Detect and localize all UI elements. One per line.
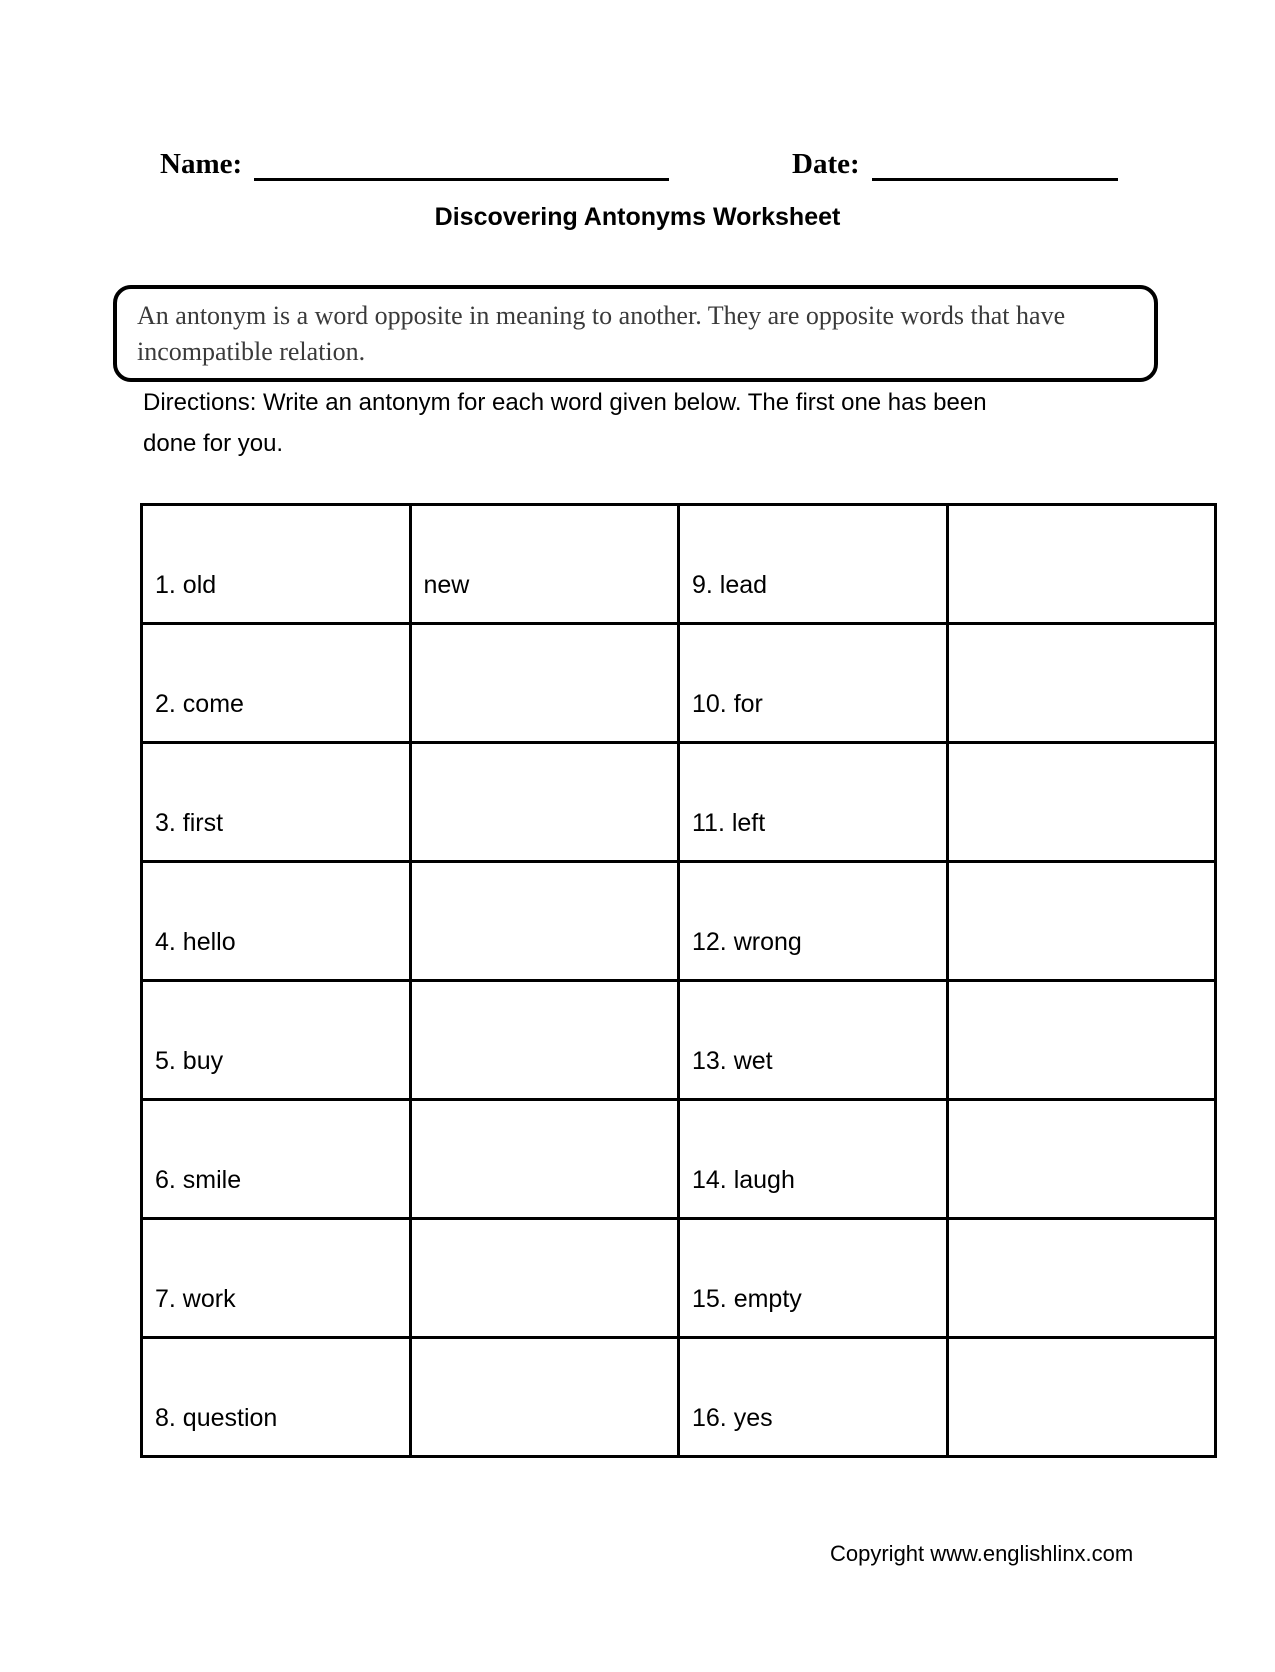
definition-text: An antonym is a word opposite in meaning to another. They are opposite words that have incompatible relation. <box>137 301 1066 366</box>
answer-cell <box>410 1100 679 1219</box>
table-row <box>142 505 1216 624</box>
word-cell: 15. empty <box>679 1219 948 1338</box>
word-cell: 14. laugh <box>679 1100 948 1219</box>
answer-cell <box>410 862 679 981</box>
name-label: Name: <box>160 148 243 180</box>
word-cell: 12. wrong <box>679 862 948 981</box>
word-cell: 4. hello <box>142 862 411 981</box>
answer-cell <box>947 862 1216 981</box>
answer-cell <box>410 1219 679 1338</box>
answer-cell <box>410 1338 679 1457</box>
answer-cell <box>947 1100 1216 1219</box>
copyright-text: Copyright www.englishlinx.com <box>830 1541 1134 1566</box>
word-cell: 2. come <box>142 624 411 743</box>
answer-cell: new <box>410 505 679 624</box>
answer-cell <box>947 624 1216 743</box>
answer-cell <box>947 981 1216 1100</box>
name-blank-line <box>254 151 669 181</box>
word-cell: 9. lead <box>679 505 948 624</box>
answer-cell <box>947 505 1216 624</box>
word-cell: 3. first <box>142 743 411 862</box>
table-row <box>142 1338 1216 1457</box>
table-row <box>142 624 1216 743</box>
name-field <box>160 148 669 181</box>
word-cell: 6. smile <box>142 1100 411 1219</box>
antonyms-table <box>140 503 1217 1458</box>
answer-cell <box>410 624 679 743</box>
answer-cell <box>410 743 679 862</box>
word-cell: 8. question <box>142 1338 411 1457</box>
antonyms-table-body <box>142 505 1216 1457</box>
answer-cell <box>410 981 679 1100</box>
word-cell: 11. left <box>679 743 948 862</box>
table-row <box>142 862 1216 981</box>
date-field <box>792 148 1118 181</box>
word-cell: 7. work <box>142 1219 411 1338</box>
definition-box <box>113 285 1158 382</box>
directions-line-2: done for you. <box>143 430 284 457</box>
word-cell: 16. yes <box>679 1338 948 1457</box>
table-row <box>142 1100 1216 1219</box>
table-row <box>142 1219 1216 1338</box>
worksheet-title: Discovering Antonyms Worksheet <box>434 203 841 231</box>
answer-cell <box>947 1338 1216 1457</box>
date-label: Date: <box>792 148 860 180</box>
directions-text <box>143 382 987 464</box>
directions-line-1: Directions: Write an antonym for each word given below. The first one has been <box>143 389 987 416</box>
word-cell: 10. for <box>679 624 948 743</box>
word-cell: 5. buy <box>142 981 411 1100</box>
answer-cell <box>947 1219 1216 1338</box>
word-cell: 13. wet <box>679 981 948 1100</box>
table-row <box>142 981 1216 1100</box>
answer-cell <box>947 743 1216 862</box>
table-row <box>142 743 1216 862</box>
date-blank-line <box>872 151 1118 181</box>
word-cell: 1. old <box>142 505 411 624</box>
